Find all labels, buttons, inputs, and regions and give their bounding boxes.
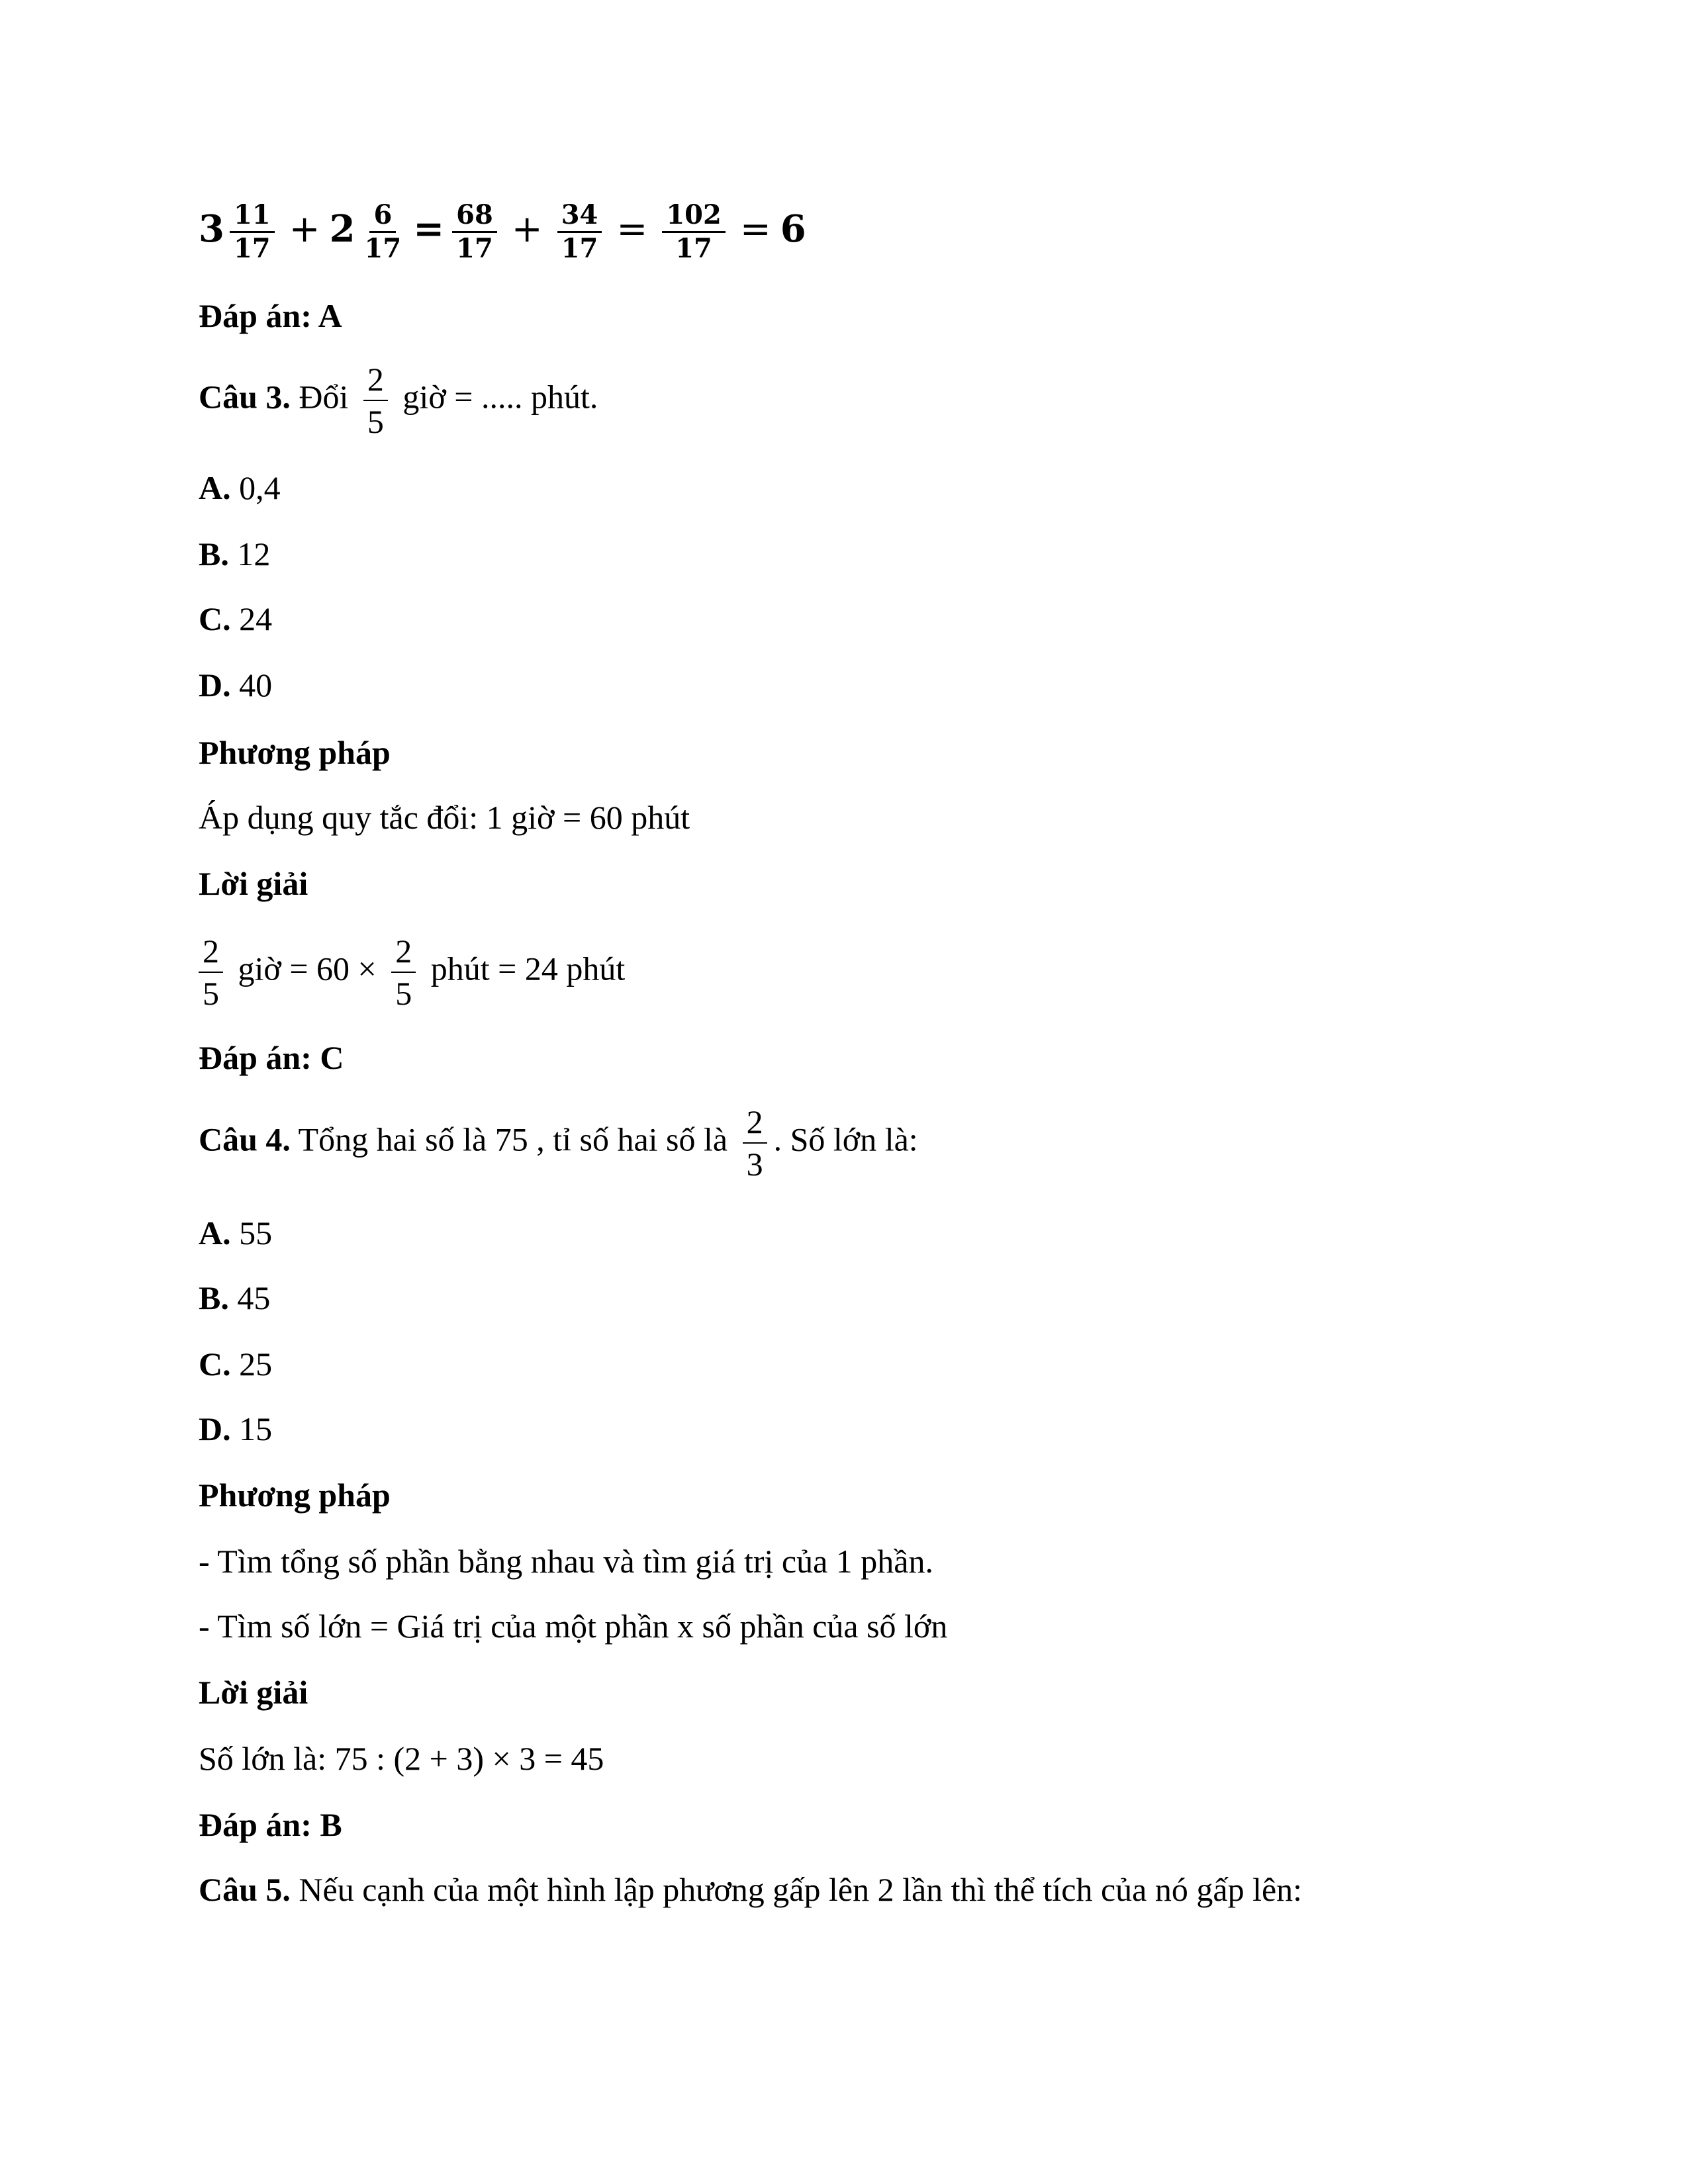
q3-solution-fraction-2: $\frac{2}{5}$ bbox=[391, 934, 416, 1010]
question-3-post: giờ = ..... phút. bbox=[402, 378, 598, 416]
question-4-pre: Tổng hai số là 75 , tỉ số hai số là bbox=[298, 1120, 728, 1158]
fraction-6-17: $\frac{6}{17}$ bbox=[364, 199, 402, 264]
question-3-pre: Đổi bbox=[299, 378, 349, 416]
equals-sign: = bbox=[413, 207, 445, 251]
whole-2: 2 bbox=[329, 207, 355, 251]
question-5-text: Nếu cạnh của một hình lập phương gấp lên 2 lần thì thể tích của nó gấp lên: bbox=[299, 1871, 1303, 1908]
question-5 bbox=[199, 1873, 1302, 1906]
q4-option-b: B. 45 bbox=[199, 1279, 271, 1316]
question-4-fraction: $\frac{2}{3}$ bbox=[743, 1105, 767, 1181]
question-4-post: . Số lớn là: bbox=[773, 1120, 918, 1158]
q3-option-b: B. 12 bbox=[199, 535, 271, 572]
q3-method-title: Phương pháp bbox=[199, 734, 391, 771]
question-3-label: Câu 3. bbox=[199, 378, 291, 416]
q4-solution: Số lớn là: 75 : (2 + 3) × 3 = 45 bbox=[199, 1740, 604, 1777]
q3-solution: $\frac{2}{5}$ giờ = 60 × $\frac{2}{5}$ phút = 24 phút bbox=[199, 934, 625, 1010]
question-3-fraction: $\frac{2}{5}$ bbox=[363, 363, 388, 438]
q3-answer: Đáp án: C bbox=[199, 1039, 344, 1076]
fraction-11-17: $\frac{11}{17}$ bbox=[230, 202, 275, 262]
whole-1: 3 bbox=[199, 207, 224, 251]
equals-sign-3: = bbox=[739, 208, 771, 251]
q3-method-text: Áp dụng quy tắc đổi: 1 giờ = 60 phút bbox=[199, 799, 690, 836]
q3-solution-title: Lời giải bbox=[199, 865, 308, 902]
q3-option-c: C. 24 bbox=[199, 600, 273, 637]
q4-answer: Đáp án: B bbox=[199, 1806, 342, 1843]
q4-option-a: A. 55 bbox=[199, 1214, 273, 1251]
question-5-label: Câu 5. bbox=[199, 1871, 291, 1908]
formula-line bbox=[199, 199, 806, 264]
question-4 bbox=[199, 1105, 918, 1181]
fraction-102-17: $\frac{102}{17}$ bbox=[662, 202, 726, 262]
fraction-68-17: $\frac{68}{17}$ bbox=[452, 202, 497, 262]
formula-result: 6 bbox=[780, 207, 806, 251]
q4-method-title: Phương pháp bbox=[199, 1477, 391, 1514]
q3-solution-fraction-1: $\frac{2}{5}$ bbox=[199, 934, 223, 1010]
plus-sign-2: + bbox=[511, 208, 543, 251]
q4-method-line-2: - Tìm số lớn = Giá trị của một phần x số phần của số lớn bbox=[199, 1608, 948, 1645]
q4-method-line-1: - Tìm tổng số phần bằng nhau và tìm giá trị của 1 phần. bbox=[199, 1543, 933, 1580]
q3-option-d: D. 40 bbox=[199, 666, 273, 704]
question-3 bbox=[199, 363, 598, 438]
fraction-34-17: $\frac{34}{17}$ bbox=[557, 202, 602, 262]
q3-option-a: A. 0,4 bbox=[199, 469, 281, 506]
question-4-label: Câu 4. bbox=[199, 1120, 291, 1158]
answer-line-1: Đáp án: A bbox=[199, 297, 342, 334]
equals-sign-2: = bbox=[616, 208, 648, 251]
q4-solution-title: Lời giải bbox=[199, 1674, 308, 1711]
q4-option-d: D. 15 bbox=[199, 1410, 273, 1447]
plus-sign: + bbox=[289, 208, 320, 251]
q4-option-c: C. 25 bbox=[199, 1345, 273, 1383]
